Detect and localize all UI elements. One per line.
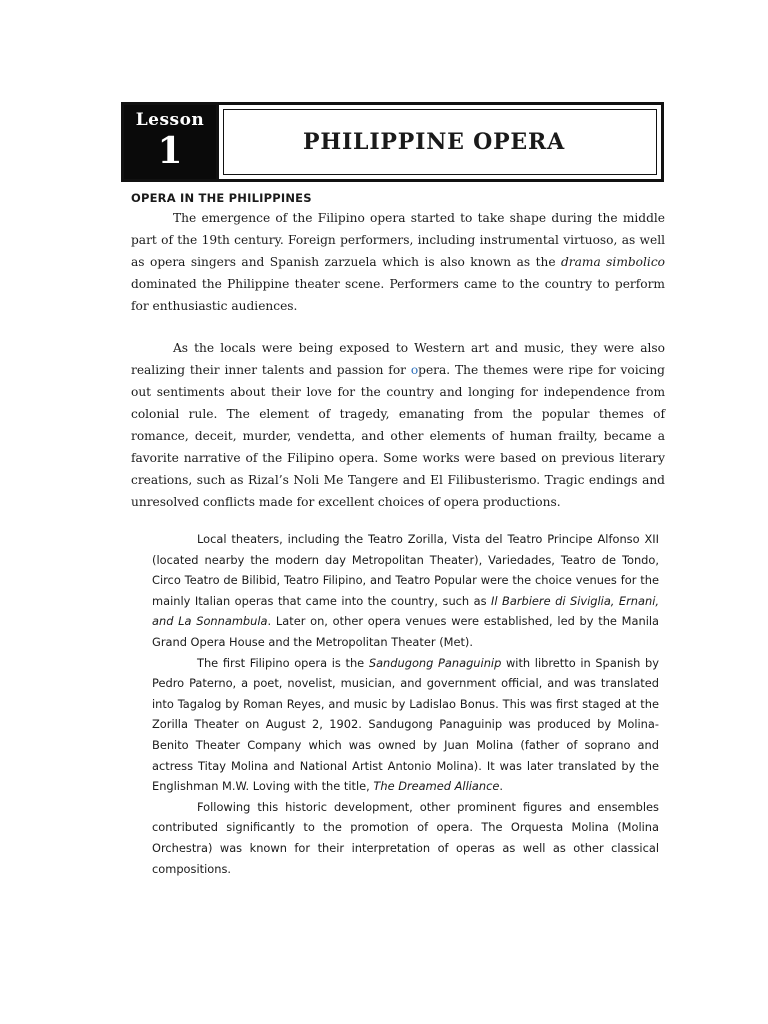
paragraph-locals bbox=[131, 337, 665, 513]
italic-title: Sandugong Panaguinip bbox=[368, 655, 502, 670]
page-title: PHILIPPINE OPERA bbox=[303, 129, 565, 155]
section-heading: OPERA IN THE PHILIPPINES bbox=[131, 191, 312, 205]
paragraph-text: dominated the Philippine theater scene. Performers came to the country to perform for enthusiastic audiences. bbox=[131, 277, 665, 313]
text-block-theaters bbox=[152, 529, 659, 879]
paragraph-text: with libretto in Spanish by Pedro Paterno, a poet, novelist, musician, and government official, and was translated into Tagalog by Roman Reyes, and music by Ladislao Bonus. This was first staged at the Zorilla Theater on August 2, 1902. Sandugong Panaguinip was produced by Molina-Benito Theater Company which was owned by Juan Molina (father of soprano and actress Titay Molina and National Artist Antonio Molina). It was later translated by the Englishman M.W. Loving with the title, bbox=[152, 655, 659, 794]
paragraph-text: As the locals were being exposed to Western art and music, they were also realizing their inner talents and passion for bbox=[131, 341, 665, 377]
paragraph-ensembles bbox=[152, 797, 659, 879]
paragraph-text: . Later on, other opera venues were established, led by the Manila Grand Opera House and the Metropolitan Theater (Met). bbox=[152, 614, 660, 649]
paragraph-theaters bbox=[152, 529, 659, 653]
paragraph-emergence bbox=[131, 207, 665, 317]
text-block-locals bbox=[131, 337, 665, 513]
lesson-number: 1 bbox=[157, 130, 183, 172]
paragraph-text: pera. The themes were ripe for voicing out sentiments about their love for the country and longing for independence from colonial rule. The element of tragedy, emanating from the popular themes of romance, deceit, murder, vendetta, and other elements of human frailty, became a favorite narrative of the Filipino opera. Some works were based on previous literary creations, such as Rizal’s Noli Me Tangere and El Filibusterismo. Tragic endings and unresolved conflicts made for excellent choices of opera productions. bbox=[131, 363, 665, 509]
lesson-title-box bbox=[223, 109, 657, 175]
lesson-header bbox=[121, 102, 664, 182]
paragraph-first-opera bbox=[152, 653, 659, 797]
text-block-intro bbox=[131, 207, 665, 317]
paragraph-text: The first Filipino opera is the bbox=[197, 655, 369, 670]
paragraph-text: Local theaters, including the Teatro Zorilla, Vista del Teatro Principe Alfonso XII (located nearby the modern day Metropolitan Theater), Variedades, Teatro de Tondo, Circo Teatro de Bilibid, Teatro Filipino, and Teatro Popular were the choice venues for the mainly Italian operas that came into the country, such as bbox=[152, 532, 659, 608]
italic-term: drama simbolico bbox=[561, 255, 665, 269]
lesson-label: Lesson bbox=[135, 110, 205, 130]
italic-title: The Dreamed Alliance bbox=[373, 779, 500, 794]
accent-letter: o bbox=[410, 363, 419, 377]
lesson-badge bbox=[124, 105, 219, 179]
paragraph-text: The emergence of the Filipino opera started to take shape during the middle part of the 19th century. Foreign performers, including instrumental virtuoso, as well as opera singers and Spanish zarzuela which is also known as the bbox=[131, 211, 665, 269]
paragraph-text: Following this historic development, other prominent figures and ensembles contributed significantly to the promotion of opera. The Orquesta Molina (Molina Orchestra) was known for their interpretation of operas as well as other classical compositions. bbox=[152, 799, 659, 876]
italic-titles: Il Barbiere di Siviglia, Ernani, and La Sonnambula bbox=[152, 593, 659, 629]
paragraph-text: . bbox=[499, 779, 503, 794]
